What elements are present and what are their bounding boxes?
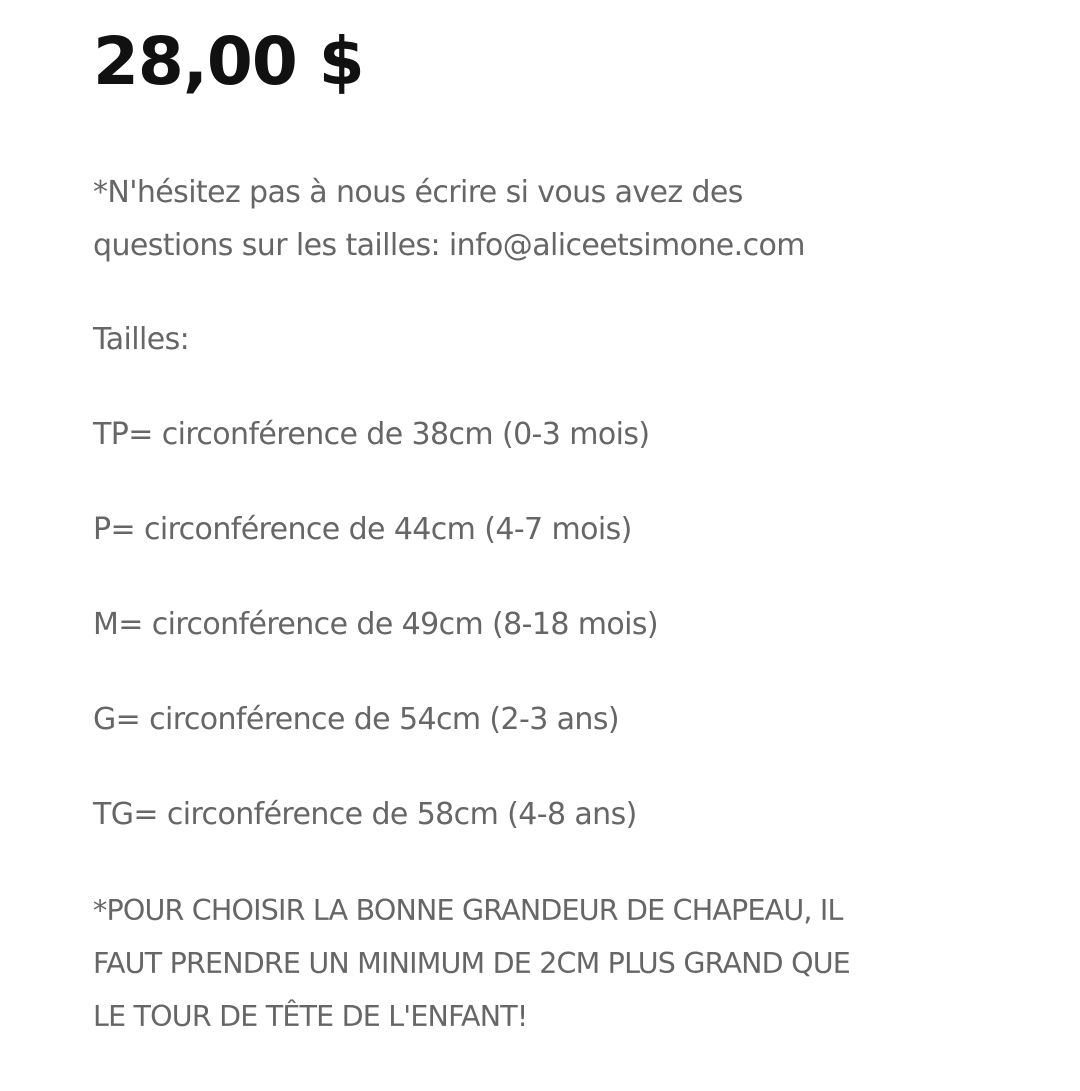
size-item-tg: TG= circonférence de 58cm (4-8 ans) [93, 797, 637, 832]
size-item-g: G= circonférence de 54cm (2-3 ans) [93, 702, 619, 737]
sizing-tip-line: LE TOUR DE TÊTE DE L'ENFANT! [93, 1000, 528, 1033]
product-price: 28,00 $ [93, 23, 364, 100]
contact-note [93, 166, 805, 272]
contact-note-line: *N'hésitez pas à nous écrire si vous avez des [93, 175, 743, 210]
sizing-tip [93, 884, 850, 1043]
sizing-tip-line: *POUR CHOISIR LA BONNE GRANDEUR DE CHAPEAU, IL [93, 894, 843, 927]
sizes-heading: Tailles: [93, 322, 190, 357]
size-item-tp: TP= circonférence de 38cm (0-3 mois) [93, 417, 650, 452]
size-item-p: P= circonférence de 44cm (4-7 mois) [93, 512, 632, 547]
contact-note-line: questions sur les tailles: info@aliceetsimone.com [93, 228, 805, 263]
size-item-m: M= circonférence de 49cm (8-18 mois) [93, 607, 659, 642]
sizing-tip-line: FAUT PRENDRE UN MINIMUM DE 2CM PLUS GRAND QUE [93, 947, 850, 980]
